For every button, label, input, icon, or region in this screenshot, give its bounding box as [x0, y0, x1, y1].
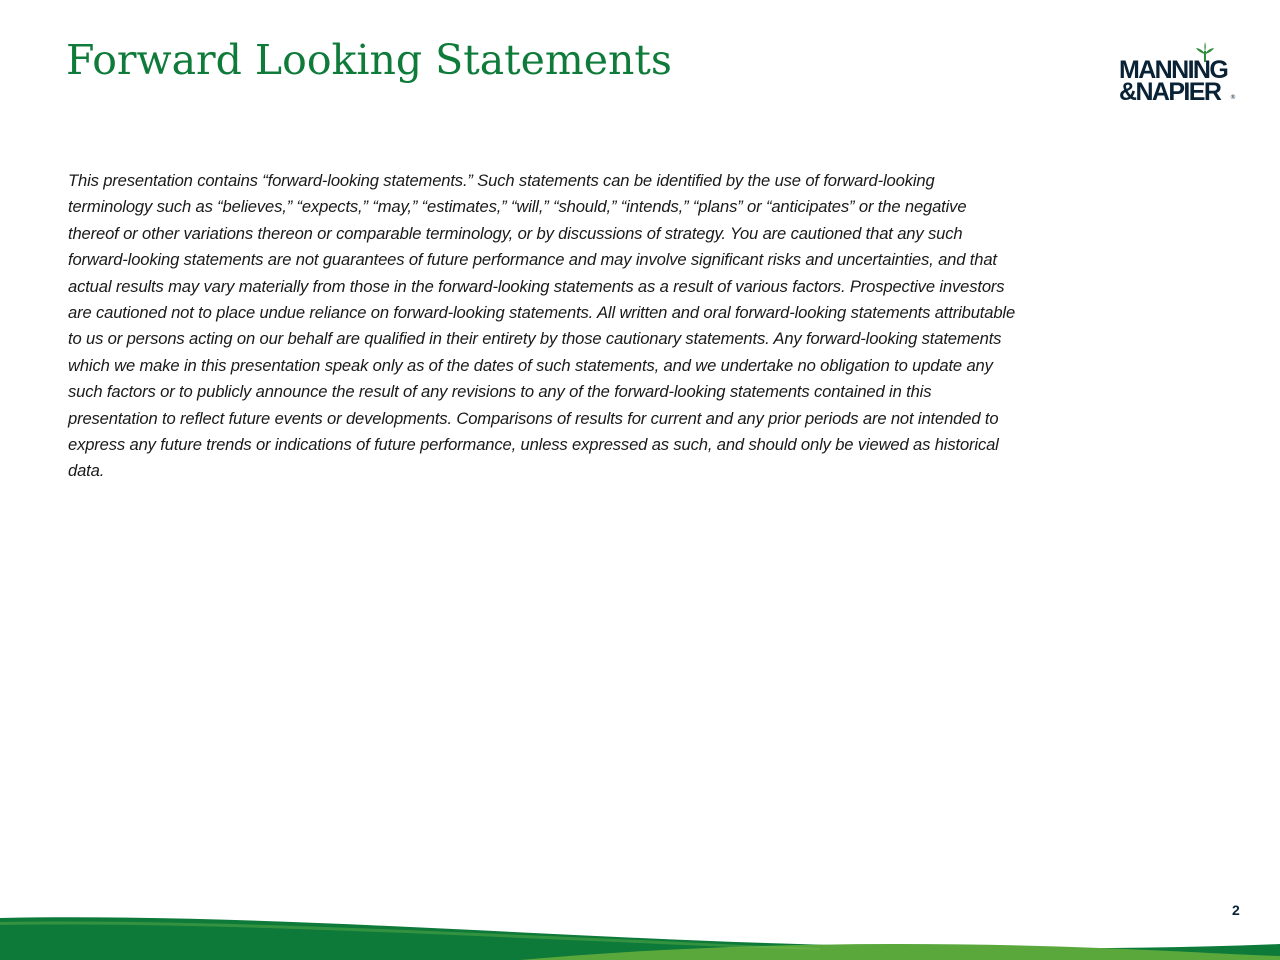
disclaimer-line: to us or persons acting on our behalf are qualified in their entirety by those cautionary statements. Any forward-looking statements [68, 329, 1002, 349]
disclaimer-line: express any future trends or indications of future performance, unless expressed as such, and should only be viewed as historical [68, 435, 999, 455]
disclaimer-line: actual results may vary materially from those in the forward-looking statements as a result of various factors. Prospective investors [68, 276, 1005, 296]
disclaimer-line: data. [68, 461, 105, 481]
logo-text-napier: &NAPIER [1119, 78, 1221, 106]
registered-mark: ® [1230, 94, 1236, 101]
manning-napier-logo [1116, 42, 1240, 104]
footer-green-wave [0, 900, 1280, 960]
disclaimer-line: which we make in this presentation speak only as of the dates of such statements, and we undertake no obligation to update any [68, 355, 993, 375]
page-number: 2 [1232, 902, 1240, 918]
disclaimer-line: thereof or other variations thereon or comparable terminology, or by discussions of strategy. You are cautioned that any such [68, 223, 963, 243]
disclaimer-line: are cautioned not to place undue reliance on forward-looking statements. All written and oral forward-looking statements attributable [68, 303, 1016, 323]
disclaimer-paragraph [68, 168, 1228, 485]
disclaimer-line: forward-looking statements are not guarantees of future performance and may involve significant risks and uncertainties, and that [68, 250, 997, 270]
slide-title: Forward Looking Statements [66, 36, 672, 84]
disclaimer-line: terminology such as “believes,” “expects,” “may,” “estimates,” “will,” “should,” “intends,” “plans” or “anticipates” or the negative [68, 197, 967, 217]
logo-text-manning: MANNING [1119, 56, 1228, 84]
disclaimer-line: This presentation contains “forward-looking statements.” Such statements can be identified by the use of forward-looking [68, 171, 935, 190]
disclaimer-line: presentation to reflect future events or developments. Comparisons of results for current and any prior periods are not intended to [68, 408, 999, 428]
disclaimer-line: such factors or to publicly announce the result of any revisions to any of the forward-looking statements contained in this [68, 382, 932, 402]
